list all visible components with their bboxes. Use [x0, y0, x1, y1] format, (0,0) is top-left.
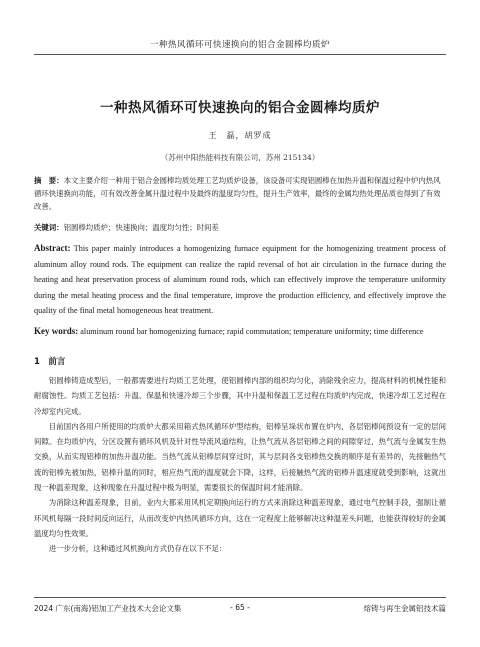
page-number: - 65 -: [230, 603, 250, 612]
affiliation: （苏州中阳热能科技有限公司，苏州 215134）: [160, 153, 320, 162]
footer-proceedings: 2024 广东(南海)铝加工产业技术大会论文集: [34, 604, 182, 613]
keywords-cn: [34, 222, 446, 234]
paragraph: 铝圆棒铸造成型后，一般都需要进行均质工艺处理，使铝圆棒内部的组织均匀化，消除残余应力，提高材料的机械性能和耐腐蚀性。均质工艺包括：升温、保温和快速冷却三个步骤，其中升温和保温工艺过程在均质炉内完成，快速冷却工艺过程在冷却室内完成。: [34, 376, 446, 416]
abstract-en: [34, 241, 446, 319]
paragraph: 为消除这种温差现象，目前，业内大都采用风机定期换向运行的方式来消除这种温差现象，通过电气控制手段，强制让循环风机每隔一段时间反向运行，从而改变炉内热风循环方向，这在一定程度上能够解决这种温差头问题，也能获得较好的金属温度均匀性效果。: [34, 498, 446, 538]
header-rule: [34, 54, 446, 55]
keywords-cn-label: 关键词：: [34, 223, 64, 232]
footer-section: 熔铸与再生金属铝技术篇: [363, 604, 446, 613]
section-heading: 1 前言: [34, 357, 66, 367]
abstract-en-text: This paper mainly introduces a homogenizing furnace equipment for the homogenizing treatment process of aluminum alloy round rods. The equipment can realize the rapid reversal of hot air circulation in the furnace during the heating and heat preservation process of aluminum round rods, which can effectively improve the temperature uniformity during the metal heating process and the final temperature, improve the production efficiency, and effectively improve the quality of the final metal homogeneous heat treatment.: [34, 244, 446, 316]
footer-rule: [34, 597, 446, 598]
running-head: 一种热风循环可快速换向的铝合金圆棒均质炉: [149, 40, 330, 50]
keywords-en: [34, 325, 446, 338]
body-text: [34, 373, 446, 557]
keywords-en-text: aluminum round bar homogenizing furnace; rapid commutation; temperature uniformity; time difference: [80, 327, 424, 336]
paragraph: 目前国内各用户所使用的均质炉大都采用箱式热风循环炉型结构，铝棒呈垛状布置在炉内，各层铝棒间预设有一定的层间间隙。在均质炉内，分区设置有循环风机及针对性导流风道结构，让热气流从各层铝棒之间的间隙穿过，热气流与金属发生热交换，从而实现铝棒的加热升温功能。当热气流从铝棒层间穿过时，其与层间各支铝棒热交换的顺序是有差异的，先接触热气流的铝棒先被加热，铝棒升温的同时，相应热气流的温度就会下降，这样，后接触热气流的铝棒升温速度就受到影响，这就出现一种温差现象，这种现象在升温过程中极为明显，需要很长的保温时间才能消除。: [34, 421, 446, 493]
authors: 王 磊，胡罗成: [208, 131, 272, 140]
abstract-en-label: Abstract:: [34, 243, 71, 253]
abstract-cn: [34, 174, 446, 213]
abstract-cn-text: 本文主要介绍一种用于铝合金圆棒均质处理工艺均质炉设备，该设备可实现铝圆棒在加热升温和保温过程中炉内热风循环快速换向功能，可有效改善金属升温过程中及最终的温度均匀性，提升生产效率，最终的金属均热处理品质也得到了有效改善。: [34, 176, 441, 211]
paper-title: 一种热风循环可快速换向的铝合金圆棒均质炉: [100, 100, 380, 116]
keywords-en-label: Key words:: [34, 326, 79, 336]
keywords-cn-text: 铝圆棒均质炉；快速换向；温度均匀性；时间差: [63, 223, 219, 232]
paragraph: 进一步分析，这种通过风机换向方式仍存在以下不足：: [48, 544, 227, 554]
abstract-cn-label: 摘 要：: [34, 176, 64, 185]
